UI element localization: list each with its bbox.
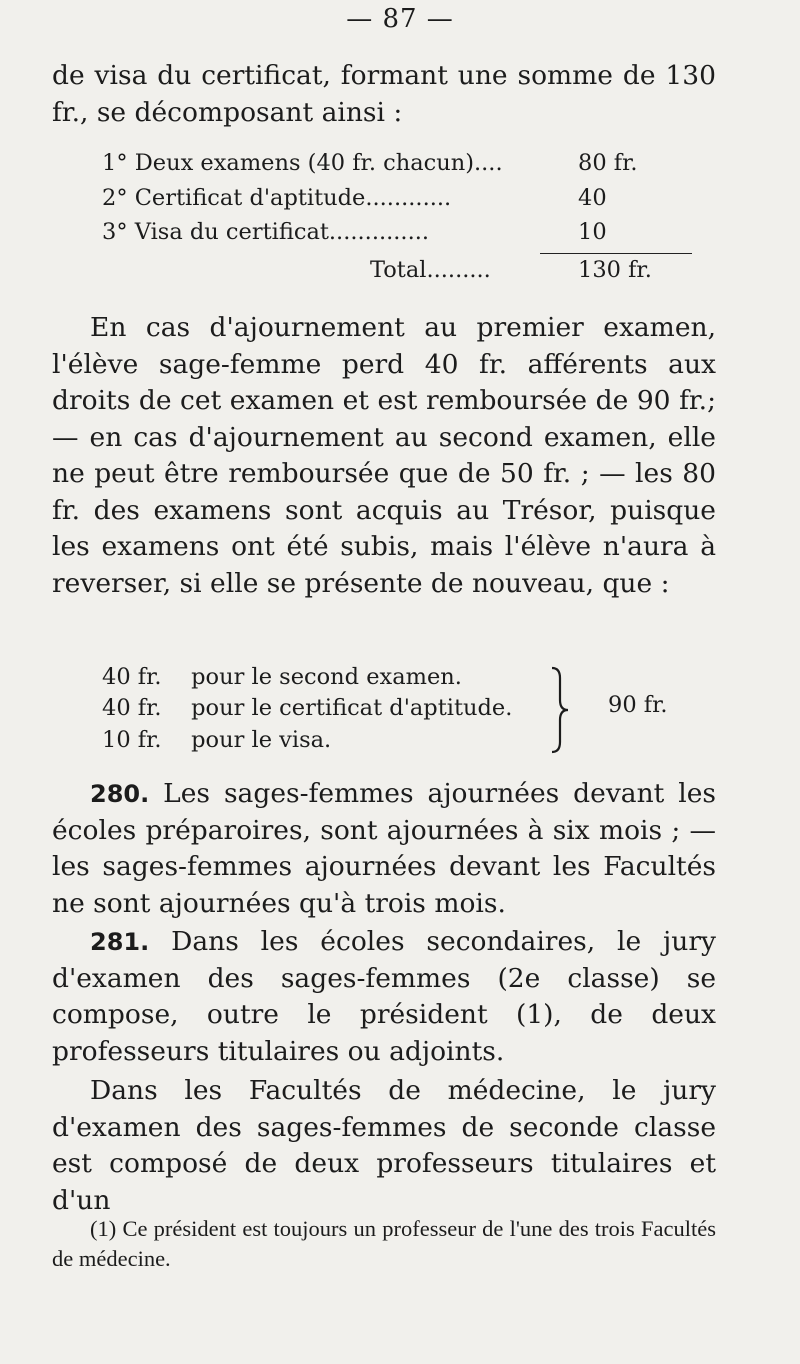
fee-amount: 40	[578, 185, 607, 211]
fee-total-amount: 130 fr.	[578, 257, 652, 283]
fee-total-label: Total.........	[370, 257, 491, 283]
paragraph-280	[52, 776, 716, 922]
sum-rule	[540, 253, 692, 254]
ajournement-paragraph: En cas d'ajournement au premier examen, l'élève sage-femme perd 40 fr. afférents aux droits de cet examen et est remboursée de 90 fr.; — en cas d'ajournement au second examen, elle ne peut être remboursée que de 50 fr. ; — les 80 fr. des examens sont acquis au Trésor, puisque les examens ont été subis, mais l'élève n'aura à reverser, si elle se présente de nouveau, que :	[52, 312, 716, 599]
reimbursement-total: 90 fr.	[608, 692, 668, 718]
fee-amount: 80 fr.	[578, 150, 638, 176]
reimbursement-amount: 40 fr.	[102, 664, 162, 690]
page-number: — 87 —	[346, 4, 454, 34]
footnote: (1) Ce président est toujours un professeur de l'une des trois Facultés de médecine.	[52, 1216, 716, 1271]
reimbursement-label: pour le second examen.	[191, 664, 462, 690]
reimbursement-label: pour le certificat d'aptitude.	[191, 695, 513, 721]
intro-paragraph: de visa du certificat, formant une somme de 130 fr., se décomposant ainsi :	[52, 60, 716, 128]
paragraph-number: 281.	[90, 928, 150, 956]
reimbursement-amount: 10 fr.	[102, 727, 162, 753]
fee-amount: 10	[578, 219, 607, 245]
fee-label: 3° Visa du certificat..............	[102, 219, 430, 245]
paragraph-number: 280.	[90, 780, 150, 808]
facultes-paragraph: Dans les Facultés de médecine, le jury d'examen des sages-femmes de seconde classe est composé de deux professeurs titulaires et d'un	[52, 1075, 716, 1216]
reimbursement-amount: 40 fr.	[102, 695, 162, 721]
fee-label: 2° Certificat d'aptitude............	[102, 185, 452, 211]
paragraph-281	[52, 924, 716, 1070]
reimbursement-label: pour le visa.	[191, 727, 332, 753]
reimbursement-row	[102, 727, 331, 753]
brace-icon	[544, 666, 572, 754]
paragraph-text: Dans les écoles secondaires, le jury d'examen des sages-femmes (2e classe) se compose, outre le président (1), de deux professeurs titulaires ou adjoints.	[52, 926, 716, 1067]
paragraph-text: Les sages-femmes ajournées devant les écoles préparoires, sont ajournées à six mois ; — les sages-femmes ajournées devant les Facultés ne sont ajournées qu'à trois mois.	[52, 778, 716, 919]
fee-label: 1° Deux examens (40 fr. chacun)....	[102, 150, 503, 176]
reimbursement-row	[102, 664, 462, 690]
reimbursement-row	[102, 695, 512, 721]
